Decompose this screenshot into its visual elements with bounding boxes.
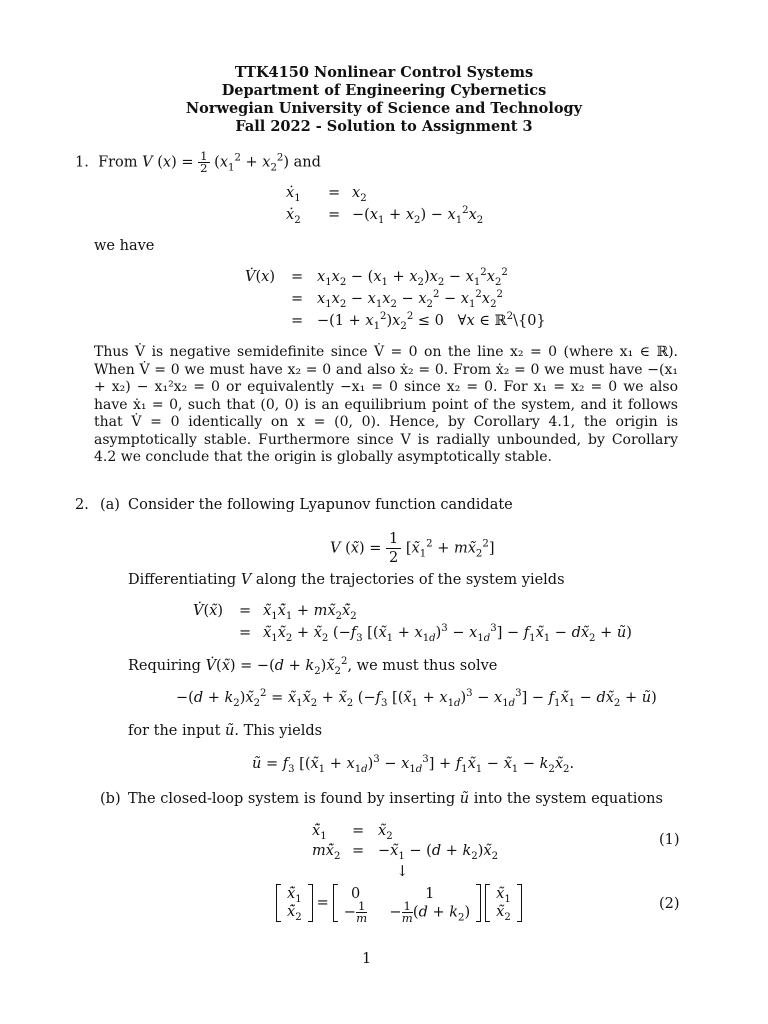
problem-1-and: and xyxy=(293,154,321,171)
problem-1-conclusion: Thus V̇ is negative semidefinite since V̇ = 0 on the line x₂ = 0 (where x₁ ∈ ℝ). When V̇ = 0 we must have x₂ = 0 and also ẋ₂ = 0. From ẋ₂ = 0 we must have −(x₁ + x₂) − x₁²x₂ = 0 or equivalently −x₁ = 0 since x₂ = 0. For x₁ = x₂ = 0 we also have ẋ₁ = 0, such that (0, 0) is an equilibrium point of the system, and it follows that V̇ = 0 identically on x = (0, 0). Hence, by Corollary 4.1, the origin is asymptotically stable. Furthermore since V is radially unbounded, by Corollary 4.2 we conclude that the origin is globally asymptotically stable. xyxy=(94,344,678,465)
equation-tag-1: (1) xyxy=(659,832,680,848)
state-space-form: $x̃̇_1$ $x̃̇_2$ = 0 1 − $\frac{1}{m}$ − $\frac{1}{m}$ $(d + k_2)$ $x̃_1$ $x̃_2$ xyxy=(276,884,522,922)
problem-1-intro xyxy=(75,151,321,174)
part-a-label: (a) xyxy=(100,497,120,513)
problem-1-number: 1. xyxy=(75,154,89,171)
header-term: Fall 2022 - Solution to Assignment 3 xyxy=(235,118,533,135)
control-law: ũ = $f_3$ $[(x̃_1 + x_{1d})^3 - x_{1d}^3]$ + $f_1x̃_1$ − $x̃_1$ − $k_2x̃_2$. xyxy=(252,754,575,775)
part-b-text: The closed-loop system is found by inserting ũ into the system equations xyxy=(128,791,663,807)
differentiating-text: Differentiating V along the trajectories of the system yields xyxy=(128,572,565,588)
lyapunov-definition: V (x) = $\frac{1}{2}$ $(x_1^2 + x_2^2)$ xyxy=(142,149,290,175)
part-a-intro: Consider the following Lyapunov function candidate xyxy=(128,497,513,513)
page-number: 1 xyxy=(362,951,372,967)
problem-1-from: From xyxy=(98,154,138,171)
lyapunov-candidate: V (x̃) = $\frac{1}{2}$ [$x̃_1^2$ + $mx̃_2^2$] xyxy=(330,531,495,566)
header-university: Norwegian University of Science and Technology xyxy=(185,100,583,117)
solve-equation: $-(d + k_2)x̃_2^2$ = $x̃_1x̃_2$ + $x̃_2$ ($-f_3$ $[(x̃_1 + x_{1d})^3 - x_{1d}^3]$ − $f_1x̃_1$ − $dx̃_2$ + ũ) xyxy=(176,688,657,709)
problem-2-number: 2. xyxy=(75,497,89,513)
we-have-text: we have xyxy=(94,238,155,254)
for-input-text: for the input ũ. This yields xyxy=(128,723,323,739)
requiring-text: Requiring V̇(x̃) = $-(d + k_2)x̃_2^2$, we must thus solve xyxy=(128,656,498,677)
header-department: Department of Engineering Cybernetics xyxy=(221,82,547,99)
implies-arrow: ↓ xyxy=(396,862,409,880)
equation-tag-2: (2) xyxy=(659,896,680,912)
header-course: TTK4150 Nonlinear Control Systems xyxy=(234,64,534,81)
part-b-label: (b) xyxy=(100,791,121,807)
